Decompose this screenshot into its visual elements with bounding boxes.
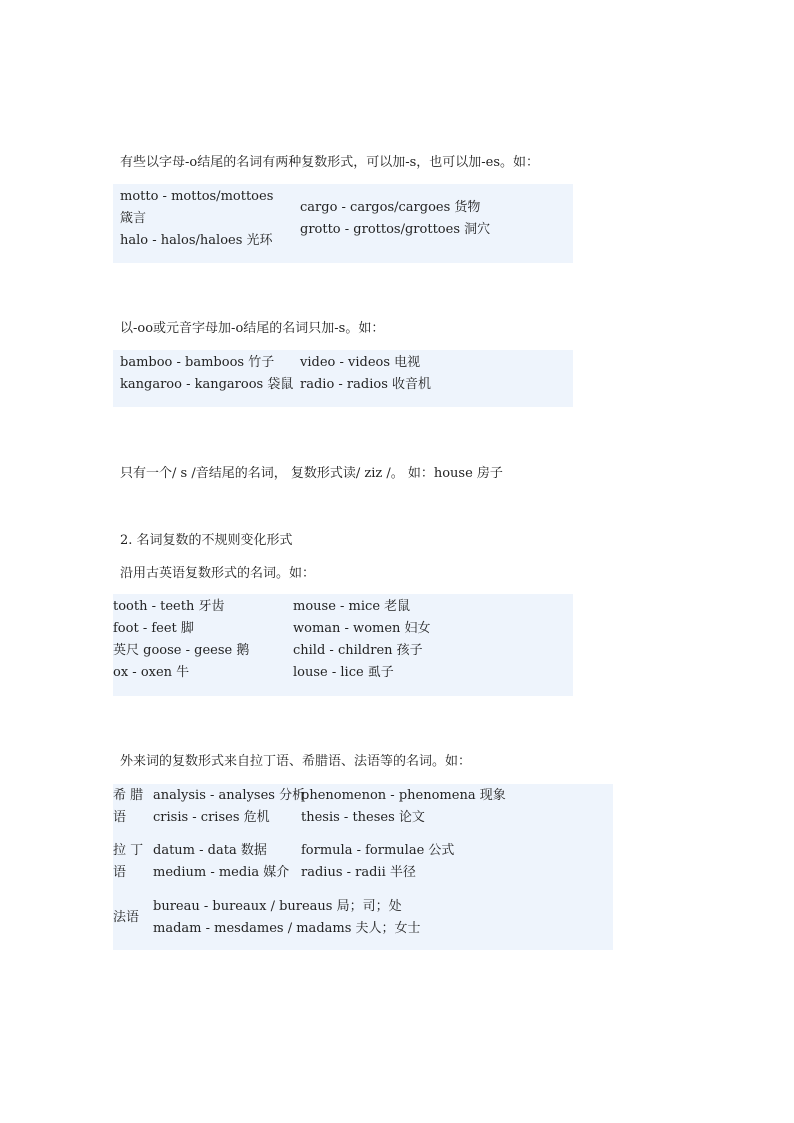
table-cell: formula - formulae 公式 bbox=[301, 843, 455, 858]
latin-label bbox=[113, 840, 153, 884]
table-cell: halo - halos/haloes 光环 bbox=[120, 233, 273, 248]
table-cell: thesis - theses 论文 bbox=[301, 810, 425, 825]
greek-label bbox=[113, 785, 153, 829]
greek-column-2 bbox=[301, 785, 506, 829]
section5-intro: 外来词的复数形式来自拉丁语、希腊语、法语等的名词。如： bbox=[120, 754, 472, 769]
table-cell: radio - radios 收音机 bbox=[300, 377, 432, 392]
table-cell: kangaroo - kangaroos 袋鼠 bbox=[120, 377, 294, 392]
table-cell: louse - lice 虱子 bbox=[293, 665, 394, 680]
table-cell: child - children 孩子 bbox=[293, 643, 423, 658]
table-right-column bbox=[300, 352, 431, 396]
example-table-o-ending bbox=[113, 184, 573, 263]
language-label: 语 bbox=[113, 865, 127, 880]
french-label: 法语 bbox=[113, 910, 140, 925]
table-cell: phenomenon - phenomena 现象 bbox=[301, 788, 506, 803]
table-left-column bbox=[113, 596, 249, 684]
table-cell: analysis - analyses 分析 bbox=[153, 788, 306, 803]
table-cell: woman - women 妇女 bbox=[293, 621, 431, 636]
table-cell: bureau - bureaux / bureaus 局；司；处 bbox=[153, 899, 402, 914]
latin-column-1 bbox=[153, 840, 289, 884]
language-label: 希 腊 bbox=[113, 788, 144, 803]
table-cell: bamboo - bamboos 竹子 bbox=[120, 355, 275, 370]
table-right-column bbox=[300, 197, 490, 241]
table-cell: tooth - teeth 牙齿 bbox=[113, 599, 225, 614]
table-cell: crisis - crises 危机 bbox=[153, 810, 270, 825]
table-cell: 英尺 goose - geese 鹅 bbox=[113, 643, 250, 658]
section2-intro: 以-oo或元音字母加-o结尾的名词只加-s。如： bbox=[120, 321, 385, 336]
table-cell: mouse - mice 老鼠 bbox=[293, 599, 411, 614]
language-label: 语 bbox=[113, 810, 127, 825]
section1-intro: 有些以字母-o结尾的名词有两种复数形式，可以加-s，也可以加-es。如： bbox=[120, 155, 540, 170]
table-left-column bbox=[120, 352, 293, 396]
table-cell: grotto - grottos/grottoes 洞穴 bbox=[300, 222, 491, 237]
section3-text: 只有一个/ s /音结尾的名词， 复数形式读/ ziz /。 如：house 房子 bbox=[120, 466, 503, 481]
table-cell: datum - data 数据 bbox=[153, 843, 267, 858]
table-left-column bbox=[120, 186, 290, 252]
section4-intro: 沿用古英语复数形式的名词。如： bbox=[120, 566, 316, 581]
example-table-foreign-words bbox=[113, 784, 613, 950]
french-column bbox=[153, 896, 421, 940]
table-cell: motto - mottos/mottoes 箴言 bbox=[120, 189, 274, 226]
language-label: 拉 丁 bbox=[113, 843, 144, 858]
example-table-old-english bbox=[113, 594, 573, 696]
table-cell: video - videos 电视 bbox=[300, 355, 421, 370]
table-cell: madam - mesdames / madams 夫人；女士 bbox=[153, 921, 421, 936]
table-right-column bbox=[293, 596, 431, 684]
latin-column-2 bbox=[301, 840, 454, 884]
section4-heading: 2. 名词复数的不规则变化形式 bbox=[120, 533, 293, 548]
greek-column-1 bbox=[153, 785, 305, 829]
example-table-oo-ending bbox=[113, 350, 573, 407]
table-cell: radius - radii 半径 bbox=[301, 865, 416, 880]
table-cell: cargo - cargos/cargoes 货物 bbox=[300, 200, 481, 215]
table-cell: ox - oxen 牛 bbox=[113, 665, 190, 680]
table-cell: foot - feet 脚 bbox=[113, 621, 194, 636]
table-cell: medium - media 媒介 bbox=[153, 865, 290, 880]
